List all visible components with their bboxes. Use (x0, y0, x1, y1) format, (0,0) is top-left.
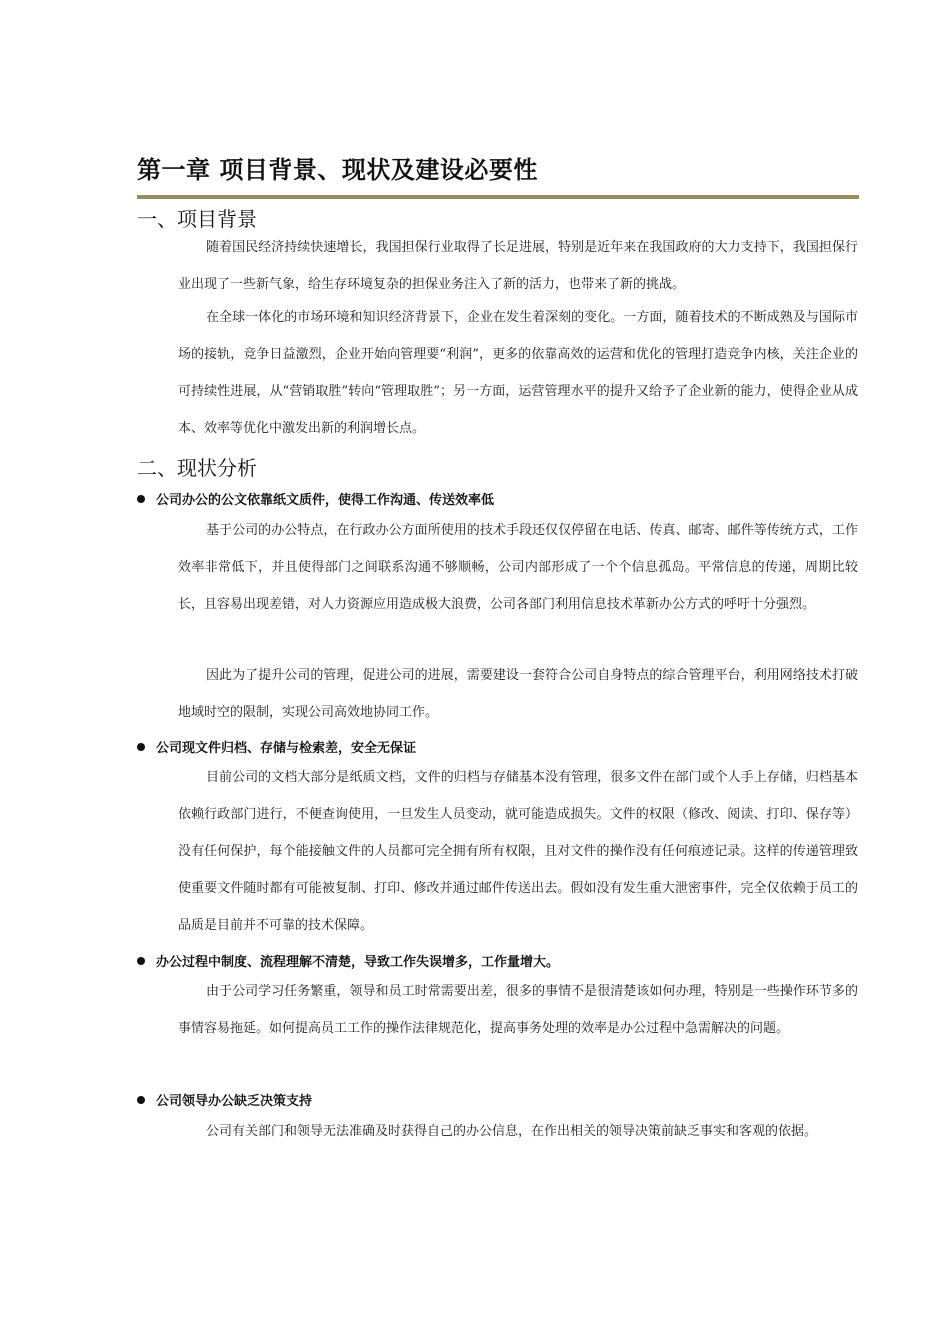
paragraph-background-1: 随着国民经济持续快速增长，我国担保行业取得了长足进展，特别是近年来在我国政府的大力支持下，我国担保行业出现了一些新气象，给生存环境复杂的担保业务注入了新的活力，也带来了新的挑战。 (178, 240, 858, 292)
bullet-item-4 (137, 1090, 312, 1109)
paragraph-status-3: 由于公司学习任务繁重，领导和员工时常需要出差，很多的事情不是很清楚该如何办理，特别是一些操作环节多的事情容易拖延。如何提高员工工作的操作法律规范化，提高事务处理的效率是办公过程中急需解决的问题。 (178, 984, 858, 1036)
bullet-icon (137, 957, 145, 965)
bullet-item-1 (137, 489, 494, 508)
bullet-icon (137, 1096, 145, 1104)
chapter-title: 第一章 项目背景、现状及建设必要性 (137, 156, 538, 184)
bullet-item-3 (137, 951, 559, 970)
paragraph-status-1a: 基于公司的办公特点，在行政办公方面所使用的技术手段还仅仅停留在电话、传真、邮寄、邮件等传统方式，工作效率非常低下，并且使得部门之间联系沟通不够顺畅，公司内部形成了一个个信息孤岛。平常信息的传递，周期比较长，且容易出现差错，对人力资源应用造成极大浪费，公司各部门利用信息技术革新办公方式的呼吁十分强烈。 (178, 523, 858, 612)
bullet-item-2 (137, 737, 416, 756)
paragraph-background-2: 在全球一体化的市场环境和知识经济背景下，企业在发生着深刻的变化。一方面，随着技术的不断成熟及与国际市场的接轨，竞争日益激烈，企业开始向管理要“利润”，更多的依靠高效的运营和优化的管理打造竞争内核，关注企业的可持续性进展，从“营销取胜”转向“管理取胜”；另一方面，运营管理水平的提升又给予了企业新的能力，使得企业从成本、效率等优化中激发出新的利润增长点。 (178, 310, 858, 436)
paragraph-status-2: 目前公司的文档大部分是纸质文档，文件的归档与存储基本没有管理，很多文件在部门或个人手上存储，归档基本依赖行政部门进行，不便查询使用，一旦发生人员变动，就可能造成损失。文件的权限（修改、阅读、打印、保存等）没有任何保护，每个能接触文件的人员都可完全拥有所有权限，且对文件的操作没有任何痕迹记录。这样的传递管理致使重要文件随时都有可能被复制、打印、修改并通过邮件传送出去。假如没有发生重大泄密事件，完全仅依赖于员工的品质是目前并不可靠的技术保障。 (178, 770, 858, 933)
bullet-icon (137, 495, 145, 503)
bullet-title: 公司领导办公缺乏决策支持 (156, 1094, 313, 1109)
title-underline (137, 195, 859, 199)
bullet-title: 办公过程中制度、流程理解不清楚，导致工作失误增多，工作量增大。 (156, 955, 560, 970)
bullet-title: 公司办公的公文依靠纸文质件，使得工作沟通、传送效率低 (156, 493, 495, 508)
section-heading-status: 二、现状分析 (137, 456, 257, 480)
bullet-icon (137, 743, 145, 751)
section-heading-background: 一、项目背景 (137, 207, 257, 231)
paragraph-status-1b: 因此为了提升公司的管理，促进公司的进展，需要建设一套符合公司自身特点的综合管理平台，利用网络技术打破地域时空的限制，实现公司高效地协同工作。 (178, 668, 858, 720)
bullet-title: 公司现文件归档、存储与检索差，安全无保证 (156, 741, 417, 756)
paragraph-status-4: 公司有关部门和领导无法准确及时获得自己的办公信息，在作出相关的领导决策前缺乏事实和客观的依据。 (206, 1124, 818, 1139)
